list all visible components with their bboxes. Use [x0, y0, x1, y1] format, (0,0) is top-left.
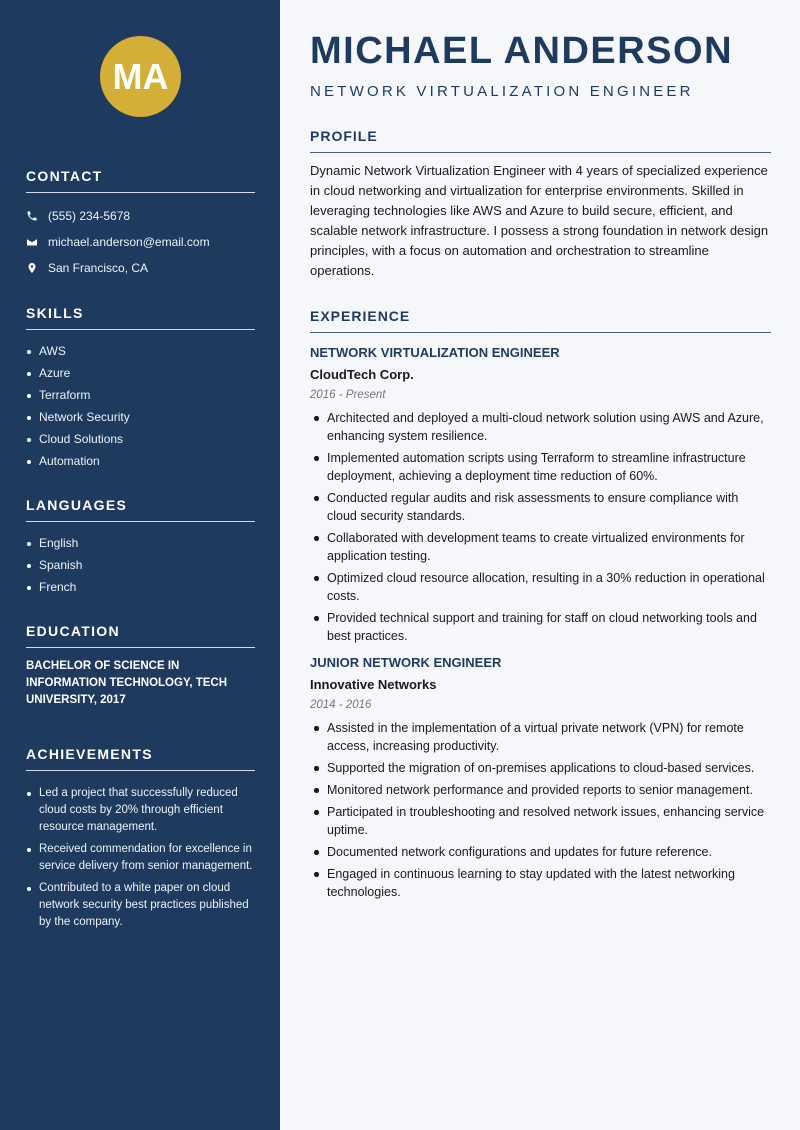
experience-section: [310, 308, 771, 905]
education-heading: EDUCATION: [26, 623, 255, 648]
skill-item: Azure: [26, 362, 255, 384]
contact-phone: [26, 203, 255, 229]
skill-item: AWS: [26, 340, 255, 362]
skill-item: Automation: [26, 450, 255, 472]
job-title: NETWORK VIRTUALIZATION ENGINEER: [310, 345, 560, 360]
contact-location: [26, 255, 255, 281]
education-degree: BACHELOR OF SCIENCE IN INFORMATION TECHNOLOGY, TECH UNIVERSITY, 2017: [26, 660, 228, 706]
contact-email: [26, 229, 255, 255]
location-text: San Francisco, CA: [48, 261, 149, 275]
contact-section: [26, 168, 255, 281]
contact-heading: CONTACT: [26, 168, 255, 193]
skill-item: Network Security: [26, 406, 255, 428]
job-bullet: Engaged in continuous learning to stay updated with the latest networking technologies.: [310, 865, 771, 901]
job-title: JUNIOR NETWORK ENGINEER: [310, 655, 502, 670]
email-icon: [26, 236, 38, 248]
job-bullet: Supported the migration of on-premises applications to cloud-based services.: [310, 759, 771, 777]
job-company: Innovative Networks: [310, 677, 437, 692]
phone-icon: [26, 210, 38, 222]
job-bullet: Collaborated with development teams to create virtualized environments for application testing.: [310, 529, 771, 565]
location-pin-icon: [26, 262, 38, 274]
job-bullet: Implemented automation scripts using Terraform to streamline infrastructure deployment, achieving a deployment time reduction of 60%.: [310, 449, 771, 485]
job-bullet: Monitored network performance and provided reports to senior management.: [310, 781, 771, 799]
candidate-title: NETWORK VIRTUALIZATION ENGINEER: [310, 83, 694, 100]
achievements-section: [26, 746, 255, 936]
phone-text: (555) 234-5678: [48, 209, 131, 223]
job-dates: 2016 - Present: [310, 389, 386, 401]
job-bullet: Provided technical support and training for staff on cloud networking tools and best practices.: [310, 609, 771, 645]
job-entry: [310, 345, 771, 645]
skills-section: [26, 305, 255, 472]
sidebar: [0, 0, 280, 1130]
profile-section: [310, 128, 771, 281]
job-bullet: Conducted regular audits and risk assessments to ensure compliance with cloud security standards.: [310, 489, 771, 525]
profile-heading: PROFILE: [310, 128, 771, 153]
job-company: CloudTech Corp.: [310, 367, 414, 382]
job-entry: [310, 655, 771, 901]
education-section: [26, 623, 255, 709]
language-item: French: [26, 576, 255, 598]
experience-heading: EXPERIENCE: [310, 308, 771, 333]
job-bullet: Optimized cloud resource allocation, resulting in a 30% reduction in operational costs.: [310, 569, 771, 605]
skill-item: Terraform: [26, 384, 255, 406]
job-bullet: Documented network configurations and updates for future reference.: [310, 843, 771, 861]
language-item: English: [26, 532, 255, 554]
skills-heading: SKILLS: [26, 305, 255, 330]
profile-text: Dynamic Network Virtualization Engineer with 4 years of specialized experience in cloud networking and virtualization for enterprise environments. Skilled in leveraging technologies like AWS and Azure to build secure, efficient, and scalable network infrastructure. I possess a strong foundation in network design principles, with a focus on automation and orchestration to streamline operations.: [310, 163, 769, 278]
language-item: Spanish: [26, 554, 255, 576]
email-text: michael.anderson@email.com: [48, 235, 210, 249]
languages-section: [26, 497, 255, 598]
achievements-heading: ACHIEVEMENTS: [26, 746, 255, 771]
job-bullet: Assisted in the implementation of a virtual private network (VPN) for remote access, increasing productivity.: [310, 719, 771, 755]
job-bullet: Participated in troubleshooting and resolved network issues, enhancing service uptime.: [310, 803, 771, 839]
languages-heading: LANGUAGES: [26, 497, 255, 522]
job-dates: 2014 - 2016: [310, 699, 372, 711]
avatar: MA: [100, 36, 181, 117]
skill-item: Cloud Solutions: [26, 428, 255, 450]
job-bullet: Architected and deployed a multi-cloud network solution using AWS and Azure, enhancing system resilience.: [310, 409, 771, 445]
achievement-item: Led a project that successfully reduced cloud costs by 20% through efficient resource management.: [26, 785, 255, 836]
achievement-item: Received commendation for excellence in service delivery from senior management.: [26, 841, 255, 875]
achievement-item: Contributed to a white paper on cloud network security best practices published by the company.: [26, 880, 255, 931]
candidate-name: MICHAEL ANDERSON: [310, 30, 734, 72]
